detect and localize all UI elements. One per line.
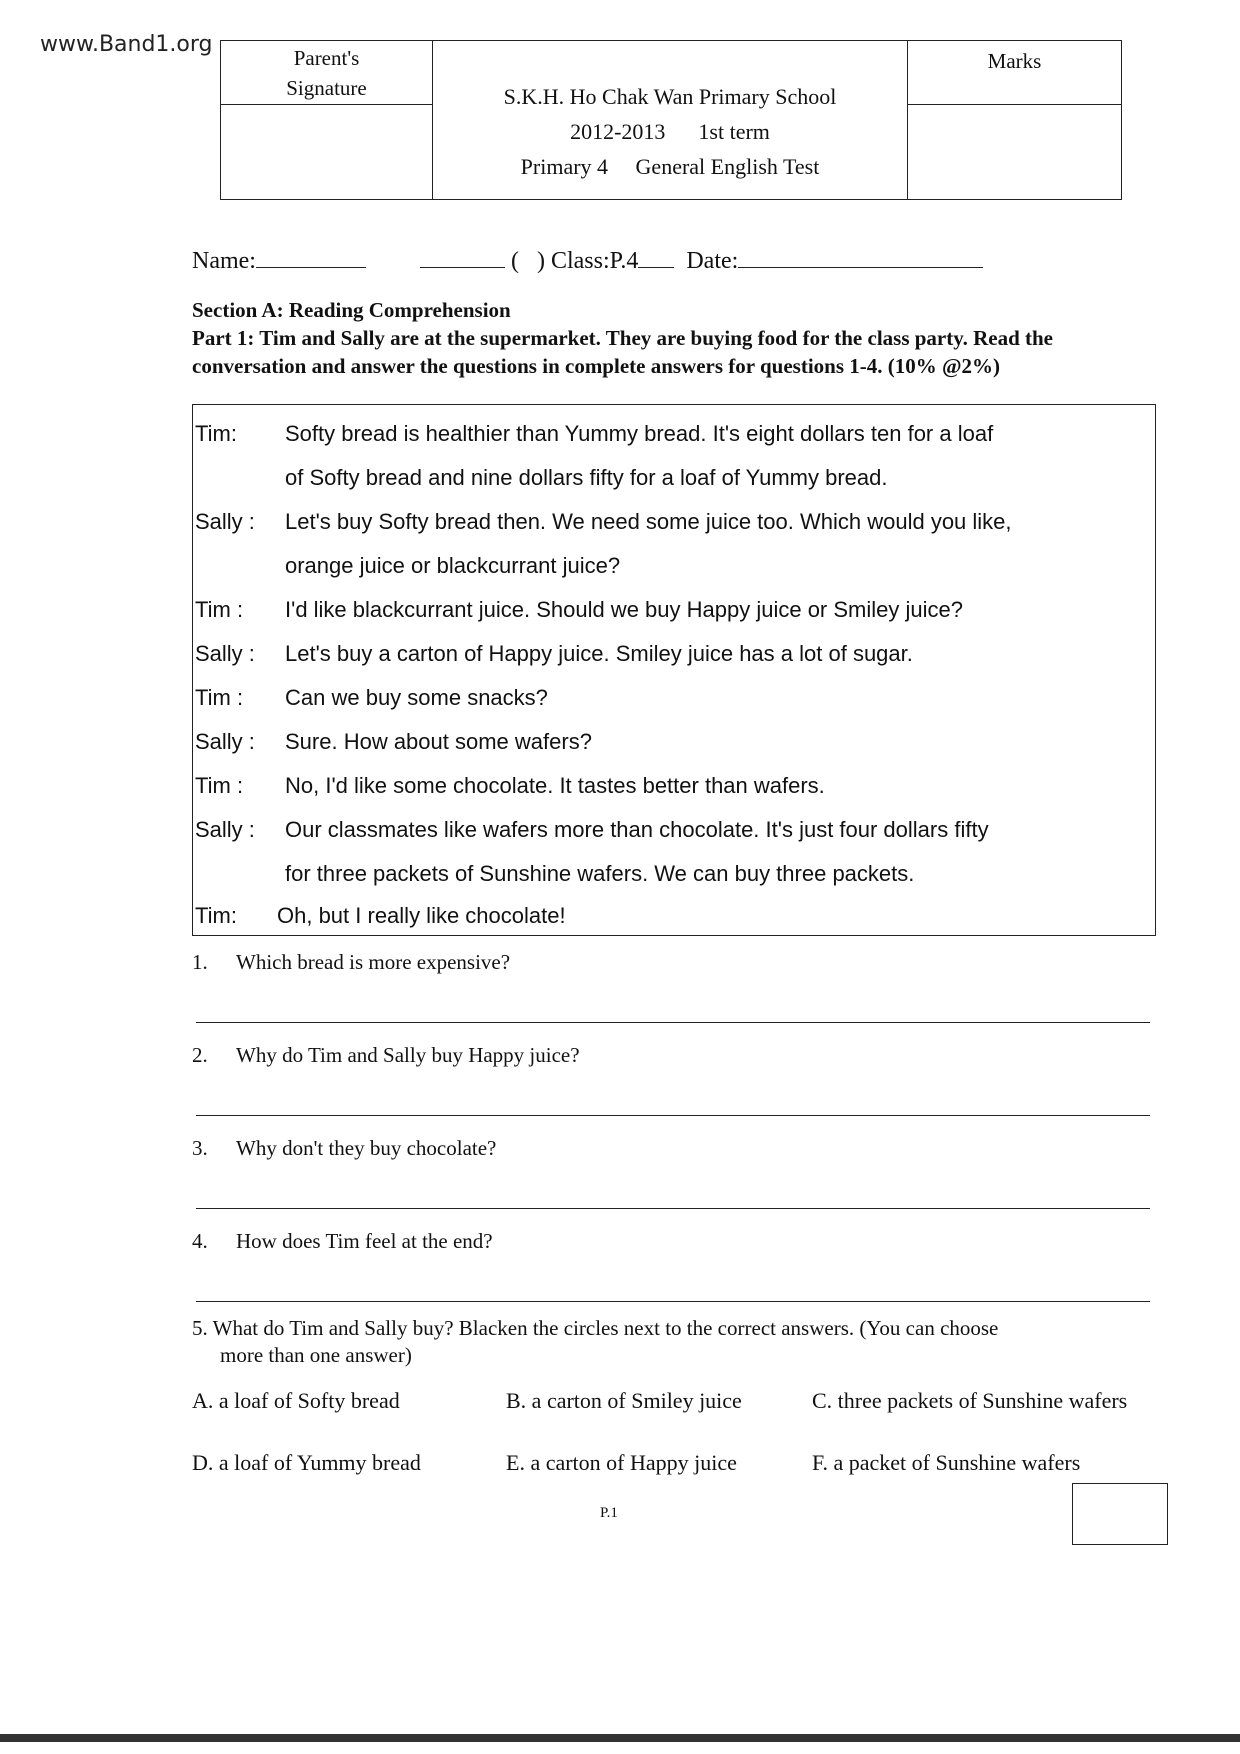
- option-f[interactable]: F. a packet of Sunshine wafers: [812, 1450, 1081, 1475]
- option-b[interactable]: B. a carton of Smiley juice: [506, 1388, 742, 1413]
- school-year-term: [433, 114, 907, 149]
- question-text: Why don't they buy chocolate?: [236, 1136, 497, 1160]
- dialogue-text: No, I'd like some chocolate. It tastes better than wafers.: [285, 773, 825, 798]
- question-number: 1.: [192, 950, 208, 974]
- dialogue-text: Softy bread is healthier than Yummy bread. It's eight dollars ten for a loaf: [285, 421, 994, 446]
- speaker-label: Tim:: [195, 903, 237, 928]
- class-field[interactable]: [638, 249, 674, 268]
- question-3: [192, 1136, 496, 1161]
- marks-cell: [907, 41, 1121, 199]
- question-number: 2.: [192, 1043, 208, 1067]
- question-4: [192, 1229, 493, 1254]
- class-number-open: (: [510, 248, 519, 274]
- option-d[interactable]: D. a loaf of Yummy bread: [192, 1450, 421, 1475]
- dialogue-text: orange juice or blackcurrant juice?: [285, 553, 621, 578]
- test-title: [433, 149, 907, 184]
- question-2: [192, 1043, 580, 1068]
- dialogue-text: Let's buy a carton of Happy juice. Smiley juice has a lot of sugar.: [285, 641, 913, 666]
- question-5: [192, 1316, 998, 1368]
- dialogue-text: I'd like blackcurrant juice. Should we buy Happy juice or Smiley juice?: [285, 597, 963, 622]
- dialogue-text: Let's buy Softy bread then. We need some juice too. Which would you like,: [285, 509, 1012, 534]
- section-header: [192, 296, 1152, 380]
- speaker-label: Sally :: [195, 729, 255, 754]
- class-label: ) Class:P.4: [536, 248, 639, 274]
- section-instructions: Part 1: Tim and Sally are at the supermarket. They are buying food for the class party. Read the conversation and answer the questions in complete answers for questions 1-4. (10% @2%): [192, 326, 1053, 378]
- question-text: How does Tim feel at the end?: [236, 1229, 493, 1253]
- marks-label: Marks: [908, 41, 1121, 105]
- option-c[interactable]: C. three packets of Sunshine wafers: [812, 1388, 1128, 1413]
- score-box: [1072, 1483, 1168, 1545]
- answer-line[interactable]: [196, 1208, 1150, 1209]
- date-label: Date:: [686, 248, 739, 274]
- page-number: P.1: [600, 1505, 618, 1521]
- school-info: [433, 41, 907, 199]
- dialogue-text: of Softy bread and nine dollars fifty for a loaf of Yummy bread.: [285, 465, 888, 490]
- answer-line[interactable]: [196, 1022, 1150, 1023]
- question-1: [192, 950, 510, 975]
- question-5-text-2: more than one answer): [220, 1343, 412, 1367]
- parent-signature-cell: [221, 41, 433, 199]
- speaker-label: Tim:: [195, 421, 237, 446]
- signature-label-line1: Parent's: [293, 46, 360, 70]
- name-field[interactable]: [256, 249, 366, 268]
- question-number: 4.: [192, 1229, 208, 1253]
- section-title: Section A: Reading Comprehension: [192, 298, 511, 322]
- answer-line[interactable]: [196, 1115, 1150, 1116]
- test-name: General English Test: [635, 154, 820, 179]
- watermark: www.Band1.org: [40, 32, 213, 57]
- dialogue-text: Sure. How about some wafers?: [285, 729, 592, 754]
- question-5-text: 5. What do Tim and Sally buy? Blacken the circles next to the correct answers. (You can choose: [192, 1316, 999, 1340]
- speaker-label: Tim :: [195, 597, 244, 622]
- dialogue-text: Can we buy some snacks?: [285, 685, 548, 710]
- speaker-label: Tim :: [195, 773, 244, 798]
- speaker-label: Sally :: [195, 817, 255, 842]
- question-number: 3.: [192, 1136, 208, 1160]
- name-label: Name:: [192, 248, 256, 274]
- conversation-box: [192, 404, 1156, 936]
- school-name: S.K.H. Ho Chak Wan Primary School: [503, 84, 837, 109]
- speaker-label: Sally :: [195, 509, 255, 534]
- option-e[interactable]: E. a carton of Happy juice: [506, 1450, 737, 1475]
- school-year: 2012-2013: [570, 119, 666, 144]
- parent-signature-label: [221, 41, 432, 105]
- date-field[interactable]: [738, 249, 983, 268]
- name-field-2[interactable]: [420, 249, 505, 268]
- dialogue-text: Our classmates like wafers more than chocolate. It's just four dollars fifty: [285, 817, 989, 842]
- term: 1st term: [698, 119, 770, 144]
- dialogue-text: for three packets of Sunshine wafers. We can buy three packets.: [285, 861, 915, 886]
- level: Primary 4: [520, 154, 609, 179]
- signature-label-line2: Signature: [286, 76, 367, 100]
- student-info-line: [192, 248, 983, 275]
- option-a[interactable]: A. a loaf of Softy bread: [192, 1388, 400, 1413]
- header-table: [220, 40, 1122, 200]
- speaker-label: Tim :: [195, 685, 244, 710]
- question-text: Why do Tim and Sally buy Happy juice?: [236, 1043, 580, 1067]
- scan-edge-bar: [0, 1734, 1240, 1742]
- question-text: Which bread is more expensive?: [236, 950, 511, 974]
- answer-line[interactable]: [196, 1301, 1150, 1302]
- answer-options: [192, 1388, 1172, 1498]
- speaker-label: Sally :: [195, 641, 255, 666]
- dialogue-text: Oh, but I really like chocolate!: [277, 903, 566, 928]
